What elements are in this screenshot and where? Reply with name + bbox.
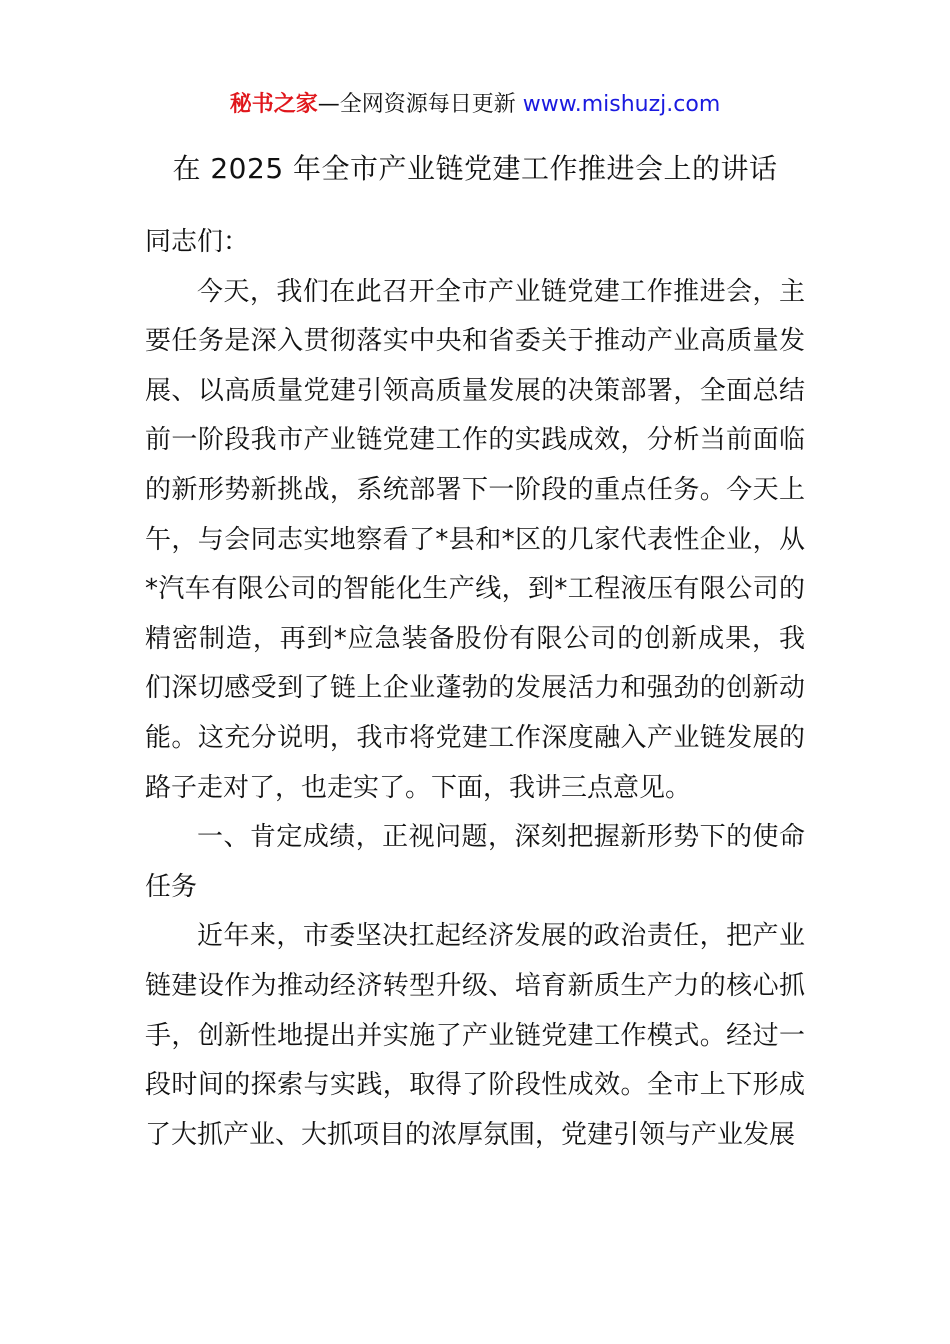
greeting: 同志们： (145, 227, 250, 257)
site-header (0, 88, 950, 122)
document-body (145, 218, 805, 1160)
document-title: 在 2025 年全市产业链党建工作推进会上的讲话 (172, 152, 778, 185)
site-url-link[interactable]: www.mishuzj.com (522, 92, 721, 117)
paragraph-achievements: 近年来，市委坚决扛起经济发展的政治责任，把产业链建设作为推动经济转型升级、培育新质生产力的核心抓手，创新性地提出并实施了产业链党建工作模式。经过一段时间的探索与实践，取得了阶段性成效。全市上下形成了大抓产业、大抓项目的浓厚氛围，党建引领与产业发展 (145, 921, 805, 1150)
section-heading: 一、肯定成绩，正视问题，深刻把握新形势下的使命任务 (145, 822, 805, 902)
header-slogan: —全网资源每日更新 (317, 92, 523, 117)
brand-name: 秘书之家 (229, 92, 318, 117)
paragraph-opening: 今天，我们在此召开全市产业链党建工作推进会，主要任务是深入贯彻落实中央和省委关于推动产业高质量发展、以高质量党建引领高质量发展的决策部署，全面总结前一阶段我市产业链党建工作的实践成效，分析当前面临的新形势新挑战，系统部署下一阶段的重点任务。今天上午，与会同志实地察看了*县和*区的几家代表性企业，从*汽车有限公司的智能化生产线，到*工程液压有限公司的精密制造，再到*应急装备股份有限公司的创新成果，我们深切感受到了链上企业蓬勃的发展活力和强劲的创新动能。这充分说明，我市将党建工作深度融入产业链发展的路子走对了，也走实了。下面，我讲三点意见。 (145, 276, 805, 803)
